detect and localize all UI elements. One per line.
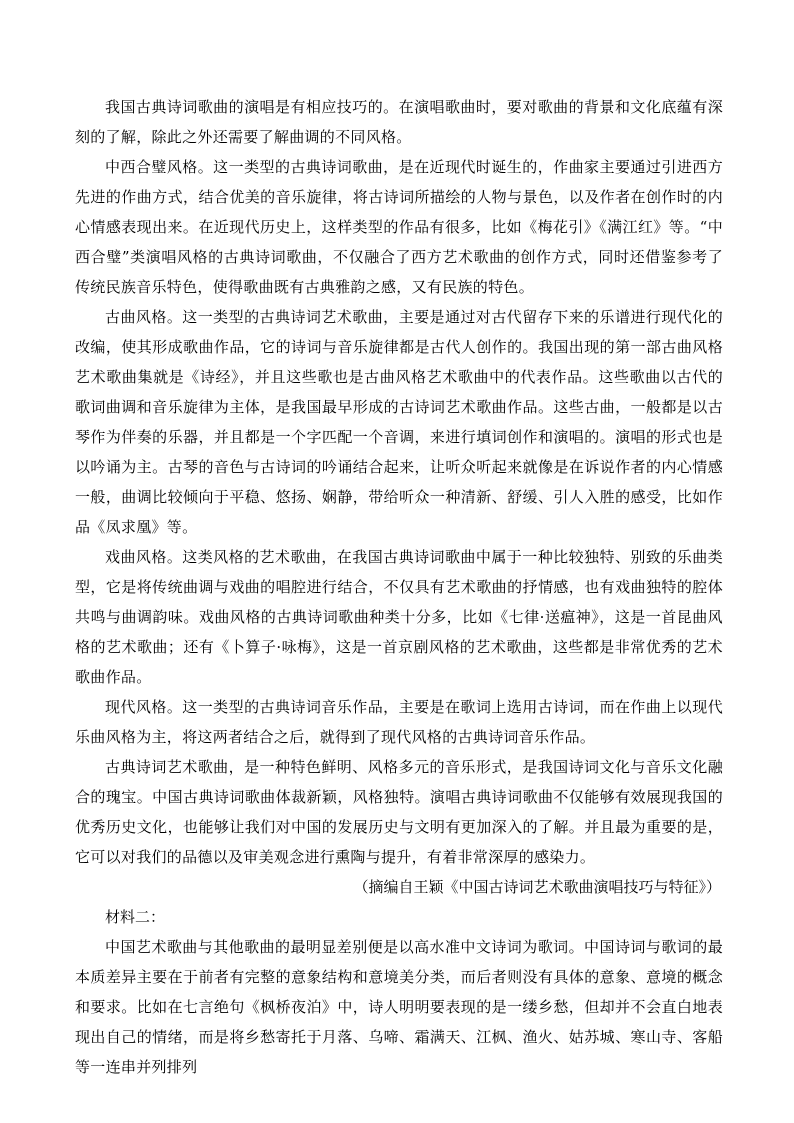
paragraph-ancient-style: 古曲风格。这一类型的古典诗词艺术歌曲，主要是通过对古代留存下来的乐谱进行现代化的改编，使其形成歌曲作品，它的诗词与音乐旋律都是古代人创作的。我国出现的第一部古曲风格艺术歌曲集就是《诗经》，并且这些歌也是古曲风格艺术歌曲中的代表作品。这些歌曲以古代的歌词曲调和音乐旋律为主体，是我国最早形成的古诗词艺术歌曲作品。这些古曲，一般都是以古琴作为伴奏的乐器，并且都是一个字匹配一个音调，来进行填词创作和演唱的。演唱的形式也是以吟诵为主。古琴的音色与古诗词的吟诵结合起来，让听众听起来就像是在诉说作者的内心情感一般，曲调比较倾向于平稳、悠扬、娴静，带给听众一种清新、舒缓、引人入胜的感受，比如作品《凤求凰》等。 bbox=[75, 308, 723, 536]
source-citation: （摘编自王颖《中国古诗词艺术歌曲演唱技巧与特征》） bbox=[353, 878, 721, 896]
material-2-label: 材料二： bbox=[105, 908, 166, 926]
paragraph-sino-western-style: 中西合璧风格。这一类型的古典诗词歌曲，是在近现代时诞生的，作曲家主要通过引进西方先进的作曲方式，结合优美的音乐旋律，将古诗词所描绘的人物与景色，以及作者在创作时的内心情感表现出来。在近现代历史上，这样类型的作品有很多，比如《梅花引》《满江红》等。“中西合璧”类演唱风格的古典诗词歌曲，不仅融合了西方艺术歌曲的创作方式，同时还借鉴参考了传统民族音乐特色，使得歌曲既有古典雅韵之感，又有民族的特色。 bbox=[75, 158, 723, 296]
paragraph-conclusion: 古典诗词艺术歌曲，是一种特色鲜明、风格多元的音乐形式，是我国诗词文化与音乐文化融合的瑰宝。中国古典诗词歌曲体裁新颖，风格独特。演唱古典诗词歌曲不仅能够有效展现我国的优秀历史文化，也能够让我们对中国的发展历史与文明有更加深入的了解。并且最为重要的是，它可以对我们的品德以及审美观念进行熏陶与提升，有着非常深厚的感染力。 bbox=[75, 758, 723, 866]
document-page bbox=[75, 92, 723, 1082]
paragraph-material-2: 中国艺术歌曲与其他歌曲的最明显差别便是以高水准中文诗词为歌词。中国诗词与歌词的最本质差异主要在于前者有完整的意象结构和意境美分类，而后者则没有具体的意象、意境的概念和要求。比如在七言绝句《枫桥夜泊》中，诗人明明要表现的是一缕乡愁，但却并不会直白地表现出自己的情绪，而是将乡愁寄托于月落、乌啼、霜满天、江枫、渔火、姑苏城、寒山寺、客船等一连串并列排列 bbox=[75, 938, 723, 1076]
paragraph-modern-style: 现代风格。这一类型的古典诗词音乐作品，主要是在歌词上选用古诗词，而在作曲上以现代乐曲风格为主，将这两者结合之后，就得到了现代风格的古典诗词音乐作品。 bbox=[75, 698, 723, 746]
paragraph-intro: 我国古典诗词歌曲的演唱是有相应技巧的。在演唱歌曲时，要对歌曲的背景和文化底蕴有深刻的了解，除此之外还需要了解曲调的不同风格。 bbox=[75, 98, 723, 146]
paragraph-opera-style: 戏曲风格。这类风格的艺术歌曲，在我国古典诗词歌曲中属于一种比较独特、别致的乐曲类型，它是将传统曲调与戏曲的唱腔进行结合，不仅具有艺术歌曲的抒情感，也有戏曲独特的腔体共鸣与曲调韵味。戏曲风格的古典诗词歌曲种类十分多，比如《七律·送瘟神》，这是一首昆曲风格的艺术歌曲；还有《卜算子·咏梅》，这是一首京剧风格的艺术歌曲，这些都是非常优秀的艺术歌曲作品。 bbox=[75, 548, 723, 686]
